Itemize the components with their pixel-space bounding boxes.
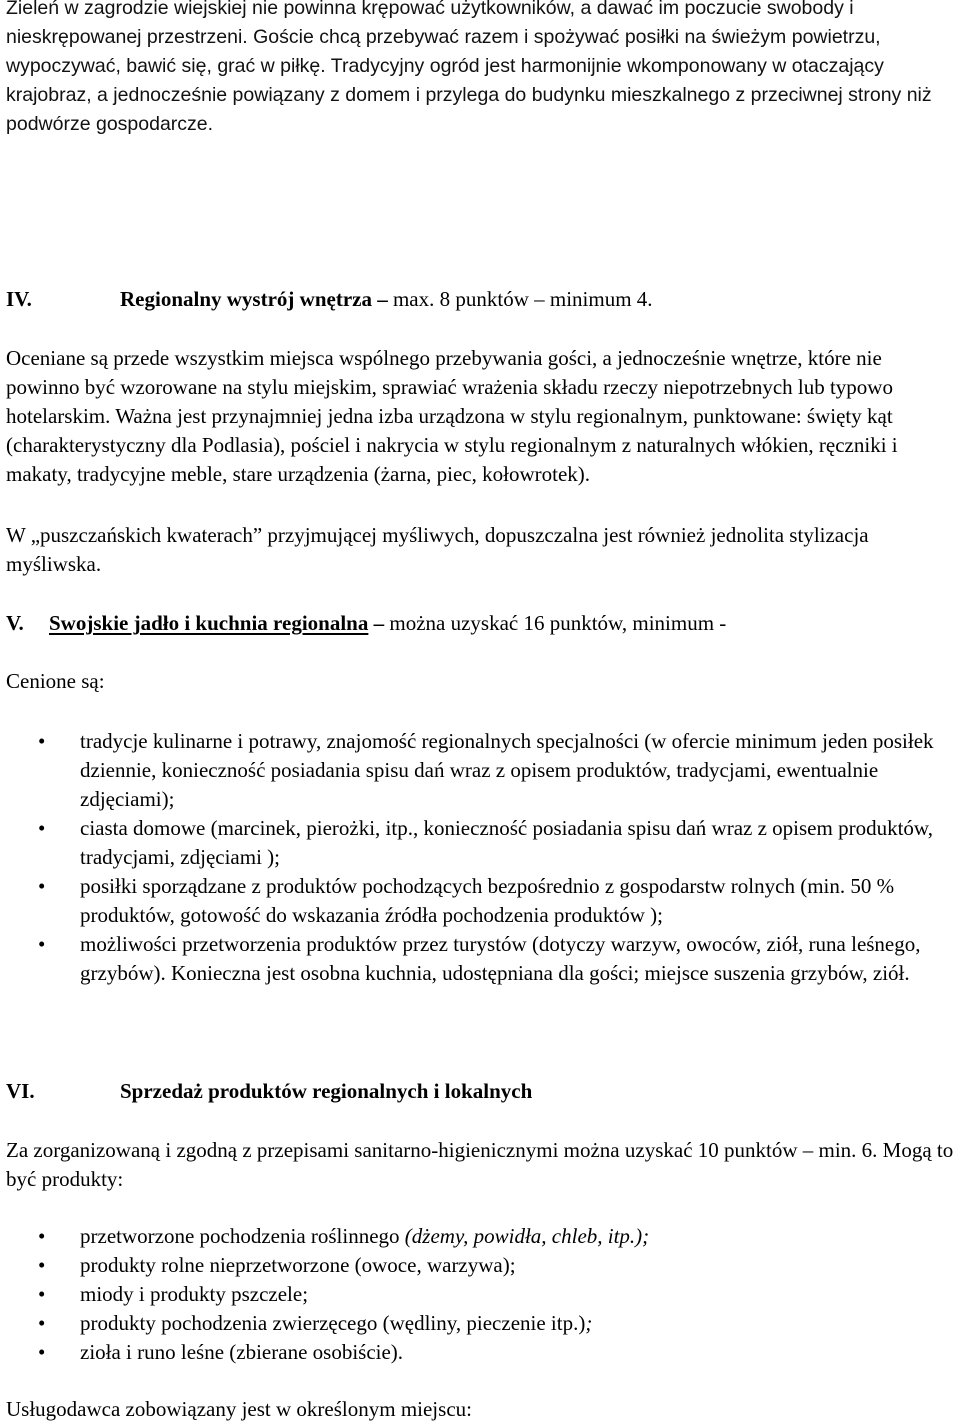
section-iv-dash: –: [377, 287, 388, 311]
section-vi-footer: Usługodawca zobowiązany jest w określonym miejscu:: [6, 1397, 472, 1421]
list-item: • przetworzone pochodzenia roślinnego (dżemy, powidła, chleb, itp.);: [0, 1222, 950, 1251]
bullet-icon: •: [38, 874, 46, 898]
section-iv-body: Oceniane są przede wszystkim miejsca wspólnego przebywania gości, a jednocześnie wnętrze, które nie powinno być wzorowane na stylu miejskim, sprawiać wrażenia składu rzeczy niepotrzebnych lub typowo hotelarskim. Ważna jest przynajmniej jedna izba urządzona w stylu regionalnym, punktowane: święty kąt (charakterystyczny dla Podlasia), pościel i nakrycia w stylu regionalnym z naturalnych włókien, ręczniki i makaty, tradycyjne meble, stare urządzenia (żarna, piec, kołowrotek).: [6, 346, 898, 486]
list-item: • produkty pochodzenia zwierzęcego (wędliny, pieczenie itp.);: [0, 1309, 950, 1338]
section-vi-number: VI.: [6, 1079, 35, 1103]
list-item: • tradycje kulinarne i potrawy, znajomość regionalnych specjalności (w ofercie minimum jeden posiłek dziennie, konieczność posiadania spisu dań wraz z opisem produktów, tradycjami, ewentualnie zdjęciami);: [38, 729, 934, 811]
section-vi-body: Za zorganizowaną i zgodną z przepisami sanitarno-higienicznymi można uzyskać 10 punktów – min. 6. Mogą to być produkty:: [6, 1138, 954, 1191]
section-iv-title: Regionalny wystrój wnętrza: [120, 287, 372, 311]
section-vi-title: Sprzedaż produktów regionalnych i lokalnych: [120, 1079, 533, 1103]
bullet-icon: •: [38, 729, 46, 753]
section-iv-heading: [6, 285, 653, 314]
section-v-lead: Cenione są:: [6, 669, 105, 693]
section-iv-hunting-note: W „puszczańskich kwaterach” przyjmującej myśliwych, dopuszczalna jest również jednolita stylizacja myśliwska.: [6, 523, 869, 576]
section-v-heading: [6, 609, 726, 638]
section-v-list: [0, 727, 950, 988]
section-vi-list: [0, 1222, 950, 1367]
section-vi-heading: [6, 1077, 532, 1106]
bullet-icon: •: [38, 816, 46, 840]
section-v-title: Swojskie jadło i kuchnia regionalna: [49, 611, 369, 635]
section-v-dash: –: [373, 611, 385, 635]
list-item: • posiłki sporządzane z produktów pochodzących bezpośrednio z gospodarstw rolnych (min. 50 % produktów, gotowość do wskazania źródła pochodzenia produktów );: [38, 874, 895, 927]
list-item: • miody i produkty pszczele;: [0, 1280, 950, 1309]
bullet-icon: •: [38, 1311, 46, 1335]
section-v-number: V.: [6, 611, 24, 635]
bullet-icon: •: [38, 1282, 46, 1306]
list-item: • produkty rolne nieprzetworzone (owoce, warzywa);: [0, 1251, 950, 1280]
bullet-icon: •: [38, 1253, 46, 1277]
intro-paragraph: Zieleń w zagrodzie wiejskiej nie powinna krępować użytkowników, a dawać im poczucie swobody i nieskrępowanej przestrzeni. Goście chcą przebywać razem i spożywać posiłki na świeżym powietrzu, wypoczywać, bawić się, grać w piłkę. Tradycyjny ogród jest harmonijnie wkomponowany w otaczający krajobraz, a jednocześnie powiązany z domem i przylega do budynku mieszkalnego z przeciwnej strony niż podwórze gospodarcze.: [6, 0, 932, 135]
section-v-points: można uzyskać 16 punktów, minimum -: [384, 611, 727, 635]
list-item: • ciasta domowe (marcinek, pierożki, itp., konieczność posiadania spisu dań wraz z opisem produktów, tradycjami, zdjęciami );: [38, 816, 933, 869]
list-item: • możliwości przetworzenia produktów przez turystów (dotyczy warzyw, owoców, ziół, runa leśnego, grzybów). Konieczna jest osobna kuchnia, udostępniana dla gości; miejsce suszenia grzybów, ziół.: [38, 932, 921, 985]
list-item: • zioła i runo leśne (zbierane osobiście).: [0, 1338, 950, 1367]
bullet-icon: •: [38, 1224, 46, 1248]
bullet-icon: •: [38, 932, 46, 956]
section-iv-number: IV.: [6, 287, 32, 311]
section-iv-points: max. 8 punktów – minimum 4.: [387, 287, 653, 311]
bullet-icon: •: [38, 1340, 46, 1364]
